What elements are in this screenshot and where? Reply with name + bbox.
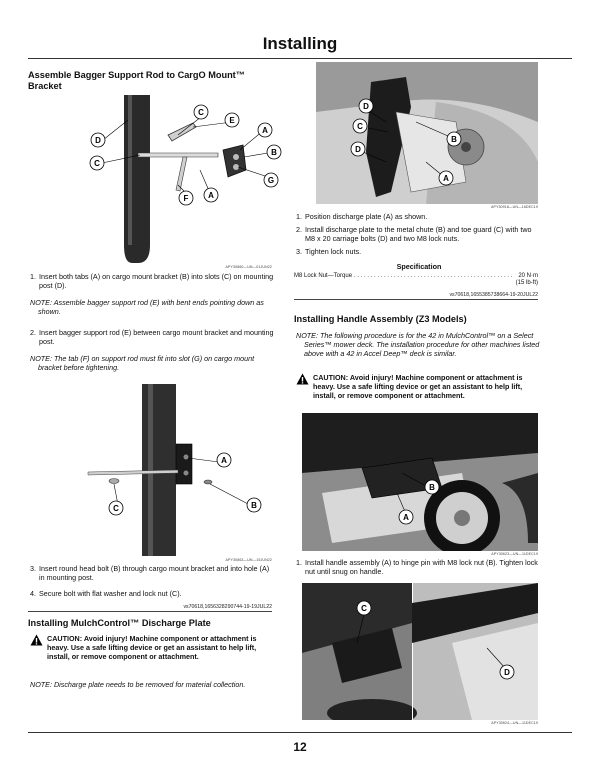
step-number: 1. [30, 272, 36, 281]
spec-leader-dots [354, 273, 514, 279]
callout-label: A [403, 513, 409, 522]
note-tab-slot: NOTE: The tab (F) on support rod must fit into slot (G) on cargo mount bracket before tightening. [30, 354, 255, 372]
caution-text: CAUTION: Avoid injury! Machine component or attachment is heavy. Use a safe lifting device or get an assistant to help lift, install, or remove component or attachment. [313, 373, 523, 400]
top-rule [28, 58, 572, 59]
callout-label: C [94, 159, 100, 168]
spec-label: M8 Lock Nut—Torque [294, 273, 353, 279]
callout-label: B [429, 483, 435, 492]
callout-label: C [198, 108, 204, 117]
figure-code: APY30860—UN—01JUN22 [225, 265, 272, 269]
step-number: 2. [296, 225, 302, 234]
step-1-install-handle [296, 558, 542, 576]
callout-label: B [251, 501, 257, 510]
step-number: 4. [30, 589, 36, 598]
note-support-rod: NOTE: Assemble bagger support rod (E) with bent ends pointing down as shown. [30, 298, 264, 316]
specification-heading: Specification [396, 262, 442, 271]
callout-label: C [361, 604, 367, 613]
reference-code: vs70618,1656328290744-19-19JUL22 [183, 604, 272, 610]
step-text: Tighten lock nuts. [305, 247, 362, 256]
step-2-install-plate [296, 225, 542, 243]
page-title: Installing [262, 34, 338, 53]
step-number: 3. [296, 247, 302, 256]
callout-label: A [262, 126, 268, 135]
step-text: Position discharge plate (A) as shown. [305, 212, 428, 221]
figure-handle-detail [302, 583, 538, 720]
figure-code: APY30623—UN—11DEC19 [491, 552, 538, 556]
caution-heavy-component [30, 634, 274, 661]
callout-label: B [271, 148, 277, 157]
warning-triangle-icon [296, 373, 310, 400]
callout-label: B [451, 135, 457, 144]
section-divider [294, 299, 538, 300]
figure-round-head-bolt [78, 384, 268, 556]
bottom-rule [28, 732, 572, 733]
callout-label: D [504, 668, 510, 677]
spec-value [516, 273, 538, 287]
callout-label: C [113, 504, 119, 513]
step-text: Secure bolt with flat washer and lock nut (C). [39, 589, 182, 598]
section-heading-handle-assembly: Installing Handle Assembly (Z3 Models) [294, 314, 467, 324]
callout-label: E [229, 116, 235, 125]
callout-label: G [267, 176, 275, 185]
warning-triangle-icon [30, 634, 44, 661]
spec-value-metric: 20 N·m [518, 273, 538, 279]
caution-heavy-component [296, 373, 540, 400]
caution-text: CAUTION: Avoid injury! Machine component or attachment is heavy. Use a safe lifting device or get an assistant to help lift, install, or remove component or attachment. [47, 634, 257, 661]
step-number: 1. [296, 558, 302, 567]
callout-label: D [355, 145, 361, 154]
note-discharge-plate: NOTE: Discharge plate needs to be removed for material collection. [30, 680, 246, 689]
step-3 [30, 564, 276, 582]
figure-code: APY30863—UN—15JUN22 [225, 558, 272, 562]
figure-code: APY30918—UN—16DEC19 [490, 205, 538, 209]
step-text: Insert bagger support rod (E) between cargo mount bracket and mounting post. [39, 328, 274, 346]
step-number: 1. [296, 212, 302, 221]
heading-line-2: Bracket [28, 81, 62, 91]
step-text: Insert round head bolt (B) through cargo mount bracket and into hole (A) in mounting post. [39, 564, 270, 582]
step-number: 2. [30, 328, 36, 337]
figure-discharge-plate [316, 62, 538, 204]
section-heading-bagger-support [28, 70, 278, 92]
callout-label: F [183, 194, 189, 203]
callout-label: A [221, 456, 227, 465]
figure-handle-hinge [302, 413, 538, 551]
step-1 [30, 272, 276, 290]
heading-line-1: Assemble Bagger Support Rod to CargO Mount™ [28, 70, 245, 80]
step-text: Insert both tabs (A) on cargo mount bracket (B) into slots (C) on mounting post (D). [39, 272, 274, 290]
step-number: 3. [30, 564, 36, 573]
section-divider [28, 611, 272, 612]
page-number: 12 [293, 740, 307, 754]
step-4 [30, 589, 276, 598]
figure-code: APY30624—UN—11DEC19 [491, 721, 538, 725]
spec-value-imperial: (15 lb-ft) [515, 280, 538, 286]
step-2 [30, 328, 276, 346]
reference-code: vs70618,1655385738664-19-20JUL22 [449, 292, 538, 298]
callout-label: D [95, 136, 101, 145]
step-text: Install handle assembly (A) to hinge pin with M8 lock nut (B). Tighten lock nut until snug on handle. [305, 558, 538, 576]
figure-bagger-rod-bracket [68, 95, 298, 265]
section-heading-discharge-plate: Installing MulchControl™ Discharge Plate [28, 618, 211, 628]
callout-label: D [363, 102, 369, 111]
specification-row [294, 273, 538, 287]
step-3-tighten [296, 247, 542, 256]
step-1-position-plate [296, 212, 542, 221]
callout-label: A [208, 191, 214, 200]
callout-label: A [443, 174, 449, 183]
callout-label: C [357, 122, 363, 131]
step-text: Install discharge plate to the metal chute (B) and toe guard (C) with two M8 x 20 carriage bolts (D) and two M8 lock nuts. [305, 225, 532, 243]
note-handle-procedure: NOTE: The following procedure is for the 42 in MulchControl™ on a Select Series™ mower deck. The installation procedure for other machines listed above with a 42 in Accel Deep™ deck is similar. [296, 331, 540, 358]
